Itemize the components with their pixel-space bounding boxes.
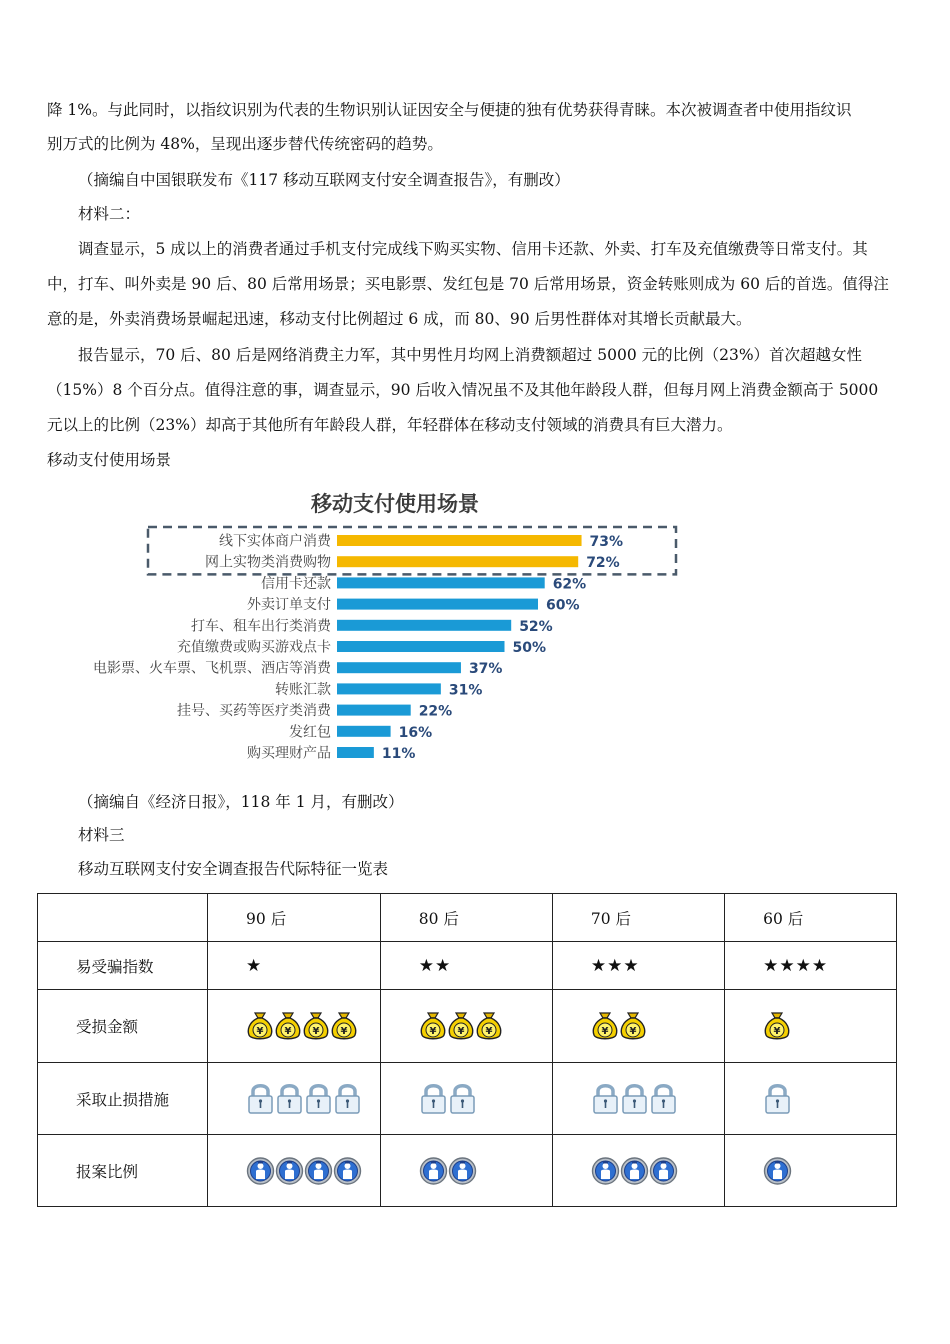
star-rating: ★★ [380, 942, 552, 990]
money-bag-icon [763, 1010, 791, 1042]
row-label: 采取止损措施 [38, 1063, 208, 1135]
chart-bars [93, 527, 676, 762]
padlock-icon [620, 1082, 649, 1116]
lock-icon-group [725, 1082, 896, 1116]
bar-3 [337, 599, 538, 610]
table-row-stop-loss [38, 1063, 897, 1135]
svg-text:¥: ¥ [601, 1026, 609, 1037]
bar-1 [337, 556, 578, 567]
category-label-2: 信用卡还款 [261, 575, 331, 592]
icon-cell [380, 1135, 552, 1207]
icon-cell [725, 990, 897, 1063]
table-title: 移动互联网支付安全调查报告代际特征一览表 [78, 860, 389, 878]
bar-2 [337, 577, 545, 588]
chart-caption: 移动支付使用场景 [47, 451, 172, 469]
table-row-report-ratio [38, 1135, 897, 1207]
icon-cell [552, 1063, 724, 1135]
padlock-icon [649, 1082, 678, 1116]
category-label-10: 购买理财产品 [247, 745, 331, 762]
bar-0 [337, 535, 582, 546]
table-header-60s: 60 后 [725, 894, 897, 942]
table-row-fraud-index [38, 942, 897, 990]
icon-cell [208, 990, 381, 1063]
money-bag-icon [591, 1010, 619, 1042]
category-label-0: 线下实体商户消费 [219, 533, 331, 550]
paragraph-2-line-3: 意的是，外卖消费场景崛起迅速，移动支付比例超过 6 成，而 80、90 后男性群体对其增长贡献最大。 [47, 310, 752, 328]
padlock-icon [419, 1082, 448, 1116]
row-label: 易受骗指数 [38, 942, 208, 990]
star-rating: ★★★ [552, 942, 724, 990]
money-bag-icon [447, 1010, 475, 1042]
lock-icon-group [553, 1082, 724, 1116]
police-badge-icon [246, 1156, 275, 1186]
svg-text:¥: ¥ [284, 1026, 292, 1037]
category-label-9: 发红包 [289, 724, 331, 741]
padlock-icon [275, 1082, 304, 1116]
source-note-2: （摘编自《经济日报》，118 年 1 月，有删改） [78, 793, 404, 811]
svg-text:¥: ¥ [773, 1026, 781, 1037]
value-label-1: 72% [586, 555, 620, 572]
category-label-1: 网上实物类消费购物 [205, 554, 331, 571]
svg-text:¥: ¥ [256, 1026, 264, 1037]
category-label-5: 充值缴费或购买游戏点卡 [177, 639, 331, 656]
paragraph-3-line-2: （15%）8 个百分点。值得注意的事，调查显示，90 后收入情况虽不及其他年龄段人群，但每月网上消费金额高于 5000 [47, 381, 879, 399]
police-icon-group [381, 1156, 552, 1186]
paragraph-2-line-1: 调查显示，5 成以上的消费者通过手机支付完成线下购买实物、信用卡还款、外卖、打车及充值缴费等日常支付。其 [78, 240, 868, 258]
police-badge-icon [763, 1156, 792, 1186]
table-header-70s: 70 后 [552, 894, 724, 942]
svg-text:¥: ¥ [457, 1026, 465, 1037]
material-2-heading: 材料二： [78, 205, 141, 223]
bar-5 [337, 641, 505, 652]
category-label-4: 打车、租车出行类消费 [191, 618, 331, 635]
paragraph-3-line-3: 元以上的比例（23%）却高于其他所有年龄段人群，年轻群体在移动支付领域的消费具有巨大潜力。 [47, 416, 733, 434]
moneybag-icon-group [725, 1010, 896, 1042]
police-icon-group [553, 1156, 724, 1186]
padlock-icon [246, 1082, 275, 1116]
svg-text:¥: ¥ [485, 1026, 493, 1037]
payment-scenario-chart [45, 483, 685, 768]
value-label-10: 11% [381, 746, 416, 762]
value-label-8: 22% [418, 703, 453, 720]
category-label-3: 外卖订单支付 [247, 597, 331, 614]
police-badge-icon [304, 1156, 333, 1186]
icon-cell [208, 1135, 381, 1207]
value-label-7: 31% [448, 682, 483, 699]
value-label-6: 37% [468, 661, 503, 678]
bar-4 [337, 620, 511, 631]
police-badge-icon [591, 1156, 620, 1186]
value-label-4: 52% [519, 618, 553, 635]
chart-svg [45, 483, 685, 768]
money-bag-icon [246, 1010, 274, 1042]
money-bag-icon [419, 1010, 447, 1042]
paragraph-1-line-2: 别万式的比例为 48%，呈现出逐步替代传统密码的趋势。 [47, 135, 443, 153]
row-label: 报案比例 [38, 1135, 208, 1207]
chart-title: 移动支付使用场景 [311, 492, 479, 516]
value-label-3: 60% [546, 597, 580, 614]
value-label-0: 73% [589, 534, 624, 550]
police-icon-group [208, 1156, 380, 1186]
generation-table [37, 893, 897, 1207]
padlock-icon [448, 1082, 477, 1116]
paragraph-3-line-1: 报告显示，70 后、80 后是网络消费主力军，其中男性月均网上消费额超过 5000 元的比例（23%）首次超越女性 [78, 346, 863, 364]
bar-10 [337, 747, 374, 758]
source-note-1: （摘编自中国银联发布《117 移动互联网支付安全调查报告》，有删改） [78, 171, 570, 189]
value-label-9: 16% [398, 724, 433, 741]
table-row-loss-amount [38, 990, 897, 1063]
icon-cell [552, 1135, 724, 1207]
svg-text:¥: ¥ [340, 1026, 348, 1037]
moneybag-icon-group [208, 1010, 380, 1042]
moneybag-icon-group [381, 1010, 552, 1042]
table-header-90s: 90 后 [208, 894, 381, 942]
padlock-icon [763, 1082, 792, 1116]
icon-cell [725, 1135, 897, 1207]
material-3-heading: 材料三 [78, 826, 125, 844]
svg-text:¥: ¥ [429, 1026, 437, 1037]
paragraph-1-line-1: 降 1%。与此同时，以指纹识别为代表的生物识别认证因安全与便捷的独有优势获得青睐。本次被调查者中使用指纹识 [47, 101, 852, 119]
category-label-7: 转账汇款 [275, 681, 331, 698]
police-icon-group [725, 1156, 896, 1186]
category-label-8: 挂号、买药等医疗类消费 [177, 703, 331, 720]
icon-cell [380, 990, 552, 1063]
police-badge-icon [448, 1156, 477, 1186]
icon-cell [552, 990, 724, 1063]
icon-cell [725, 1063, 897, 1135]
row-label: 受损金额 [38, 990, 208, 1063]
lock-icon-group [381, 1082, 552, 1116]
padlock-icon [333, 1082, 362, 1116]
police-badge-icon [419, 1156, 448, 1186]
icon-cell [380, 1063, 552, 1135]
money-bag-icon [274, 1010, 302, 1042]
value-label-2: 62% [552, 576, 587, 593]
money-bag-icon [619, 1010, 647, 1042]
category-label-6: 电影票、火车票、飞机票、酒店等消费 [93, 660, 331, 677]
police-badge-icon [275, 1156, 304, 1186]
paragraph-2-line-2: 中，打车、叫外卖是 90 后、80 后常用场景；买电影票、发红包是 70 后常用场景，资金转账则成为 60 后的首选。值得注 [47, 275, 889, 293]
table-header-80s: 80 后 [380, 894, 552, 942]
bar-7 [337, 683, 441, 694]
lock-icon-group [208, 1082, 380, 1116]
padlock-icon [591, 1082, 620, 1116]
police-badge-icon [649, 1156, 678, 1186]
table-header-row [38, 894, 897, 942]
table-header-empty [38, 894, 208, 942]
star-rating: ★ [208, 942, 381, 990]
bar-6 [337, 662, 461, 673]
star-rating: ★★★★ [725, 942, 897, 990]
svg-text:¥: ¥ [312, 1026, 320, 1037]
svg-text:¥: ¥ [629, 1026, 637, 1037]
police-badge-icon [333, 1156, 362, 1186]
padlock-icon [304, 1082, 333, 1116]
police-badge-icon [620, 1156, 649, 1186]
money-bag-icon [302, 1010, 330, 1042]
bar-9 [337, 726, 391, 737]
money-bag-icon [475, 1010, 503, 1042]
bar-8 [337, 705, 411, 716]
money-bag-icon [330, 1010, 358, 1042]
icon-cell [208, 1063, 381, 1135]
moneybag-icon-group [553, 1010, 724, 1042]
value-label-5: 50% [512, 640, 547, 656]
